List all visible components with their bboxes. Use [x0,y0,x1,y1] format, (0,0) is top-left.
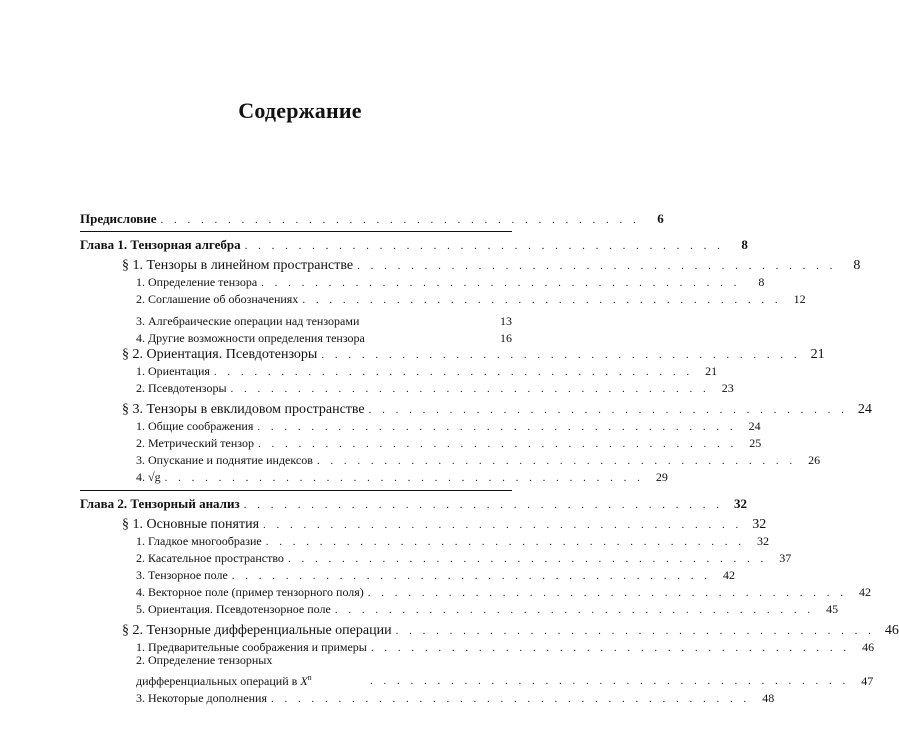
toc-entry-title-line2: дифференциальных операций в [136,674,298,688]
toc-page-number: 48 [762,691,775,705]
toc-entry-title: 1. Ориентация [136,364,210,378]
leader-dots: . . . . . . . . . . . . . . . . . . . . . . . . . . . . . . . . . . . . [213,366,694,378]
toc-page-number: 13 [500,314,512,328]
toc-entry-section[interactable] [80,516,767,533]
math-superscript: n [307,673,312,682]
toc-page-number: 8 [853,258,861,273]
leader-dots: . . . . . . . . . . . . . . . . . . . . . . . . . . . . . . . . . . . . [370,642,851,654]
leader-dots: . . . . . . . . . . . . . . . . . . . . . . . . . . . . . . . . . . . . [321,349,801,361]
toc-page-number: 21 [705,364,718,378]
leader-dots: . . . . . . . . . . . . . . . . . . . . . . . . . . . . . . . . . . . . [160,214,640,226]
leader-dots: . . . . . . . . . . . . . . . . . . . . . . . . . . . . . . . . . . . . [334,604,815,616]
toc-entry-item[interactable] [80,584,872,601]
toc-page-number: 16 [500,331,512,345]
toc-entry-title: 4. Другие возможности определения тензора [136,331,365,345]
toc-entry-title: Предисловие [80,211,157,226]
toc-entry-title: § 2. Ориентация. Псевдотензоры [122,347,318,362]
table-of-contents [80,210,899,707]
toc-page-number: 47 [861,674,874,688]
leader-dots: . . . . . . . . . . . . . . . . . . . . . . . . . . . . . . . . . . . . [271,693,751,705]
toc-entry-item[interactable] [80,550,792,567]
page-title: Содержание [238,98,362,123]
leader-dots: . . . . . . . . . . . . . . . . . . . . . . . . . . . . . . . . . . . . [265,536,745,548]
toc-entry-title: 2. Касательное пространство [136,551,284,565]
leader-dots: . . . . . . . . . . . . . . . . . . . . . . . . . . . . . . . . . . . . [367,587,848,599]
toc-entry-title-line1: 2. Определение тензорных [136,653,273,667]
toc-entry-title: 5. Ориентация. Псевдотензорное поле [136,602,331,616]
toc-entry-title: Глава 2. Тензорный анализ [80,496,240,511]
leader-dots: . . . . . . . . . . . . . . . . . . . . . . . . . . . . . . . . . . . . [230,383,710,395]
toc-entry-title: 2. Псевдотензоры [136,381,227,395]
toc-page-number: 12 [793,292,806,306]
divider [80,490,512,491]
leader-dots: . . . . . . . . . . . . . . . . . . . . . . . . . . . . . . . . . . . . [395,625,875,637]
toc-page-number: 29 [655,470,668,484]
toc-entry-section[interactable] [80,346,825,363]
leader-dots: . . . . . . . . . . . . . . . . . . . . . . . . . . . . . . . . . . . . [231,570,712,582]
toc-entry-item[interactable] [80,435,762,452]
leader-dots: . . . . . . . . . . . . . . . . . . . . . . . . . . . . . . . . . . . . [370,675,850,687]
toc-page-number: 25 [749,436,762,450]
toc-page-number: 32 [756,534,769,548]
toc-entry-item[interactable] [80,363,718,380]
toc-entry-title: 3. Тензорное поле [136,568,228,582]
toc-entry-title: 3. Алгебраические операции над тензорами [136,314,360,328]
toc-entry-title: § 2. Тензорные дифференциальные операции [122,623,392,638]
toc-entry-item[interactable] [80,452,821,469]
toc-entry-title: § 3. Тензоры в евклидовом пространстве [122,402,365,417]
toc-page-number: 42 [723,568,736,582]
leader-dots: . . . . . . . . . . . . . . . . . . . . . . . . . . . . . . . . . . . . [368,404,848,416]
toc-entry-title: 2. Метрический тензор [136,436,254,450]
leader-dots: . . . . . . . . . . . . . . . . . . . . . . . . . . . . . . . . . . . . [287,553,768,565]
toc-entry-item[interactable] [80,274,765,291]
leader-dots: . . . . . . . . . . . . . . . . . . . . . . . . . . . . . . . . . . . . [263,519,743,531]
toc-page-number: 26 [808,453,821,467]
toc-page-number: 24 [857,402,872,417]
leader-dots: . . . . . . . . . . . . . . . . . . . . . . . . . . . . . . . . . . . . [357,260,837,272]
toc-page-number: 6 [657,211,664,226]
toc-entry-section[interactable] [80,401,872,418]
toc-page-number: 42 [859,585,872,599]
toc-page-number: 32 [733,496,747,511]
toc-entry-title: 2. Соглашение об обозначениях [136,292,299,306]
toc-entry-title: 3. Опускание и поднятие индексов [136,453,313,467]
toc-page-number: 23 [721,381,734,395]
toc-entry-preface[interactable] [80,210,664,227]
toc-page-number: 24 [748,419,761,433]
toc-entry-title: 1. Определение тензора [136,275,258,289]
toc-page-number: 37 [779,551,792,565]
leader-dots: . . . . . . . . . . . . . . . . . . . . . . . . . . . . . . . . . . . . [257,438,738,450]
toc-entry-title: § 1. Тензоры в линейном пространстве [122,258,354,273]
toc-entry-title: Глава 1. Тензорная алгебра [80,237,241,252]
toc-entry-item[interactable] [80,325,512,345]
toc-entry-item[interactable] [80,567,736,584]
toc-entry-item[interactable] [80,533,769,550]
toc-entry-title: 1. Предварительные соображения и примеры [136,640,367,654]
toc-entry-title: § 1. Основные понятия [122,517,260,532]
toc-page-number: 46 [862,640,875,654]
toc-entry-chapter-2[interactable] [80,495,747,512]
toc-entry-section[interactable] [80,622,899,639]
leader-dots: . . . . . . . . . . . . . . . . . . . . . . . . . . . . . . . . . . . . [257,421,737,433]
leader-dots: . . . . . . . . . . . . . . . . . . . . . . . . . . . . . . . . . . . . [316,455,797,467]
leader-dots: . . . . . . . . . . . . . . . . . . . . . . . . . . . . . . . . . . . . [164,472,644,484]
toc-entry-title: 1. Общие соображения [136,419,254,433]
toc-page-number: 45 [826,602,839,616]
toc-entry-item[interactable] [80,690,775,707]
toc-entry-item[interactable] [80,601,839,618]
leader-dots [369,325,488,342]
toc-entry-title: 3. Некоторые дополнения [136,691,267,705]
toc-entry-item[interactable] [80,380,734,397]
toc-entry-item[interactable] [80,653,874,690]
toc-entry-chapter-1[interactable] [80,236,748,253]
toc-entry-section[interactable] [80,257,861,274]
leader-dots: . . . . . . . . . . . . . . . . . . . . . . . . . . . . . . . . . . . . [244,240,724,252]
leader-dots: . . . . . . . . . . . . . . . . . . . . . . . . . . . . . . . . . . . . [302,294,782,306]
leader-dots: . . . . . . . . . . . . . . . . . . . . . . . . . . . . . . . . . . . . [243,499,723,511]
toc-entry-item[interactable] [80,418,761,435]
toc-page-number: 46 [884,623,899,638]
divider [80,231,512,232]
toc-entry-title: 4. √g [136,470,161,484]
toc-entry-item[interactable] [80,291,806,308]
toc-entry-title: 4. Векторное поле (пример тензорного поля) [136,585,364,599]
toc-page-number: 8 [758,275,765,289]
toc-page-number: 8 [741,237,748,252]
toc-entry-item[interactable] [80,308,512,328]
toc-entry-item[interactable] [80,469,668,486]
math-symbol: X [300,674,308,688]
toc-entry-title: 1. Гладкое многообразие [136,534,262,548]
toc-entry-title [136,652,370,690]
toc-page-number: 21 [810,347,825,362]
leader-dots: . . . . . . . . . . . . . . . . . . . . . . . . . . . . . . . . . . . . [261,277,741,289]
leader-dots [363,308,488,325]
toc-page-number: 32 [752,517,767,532]
